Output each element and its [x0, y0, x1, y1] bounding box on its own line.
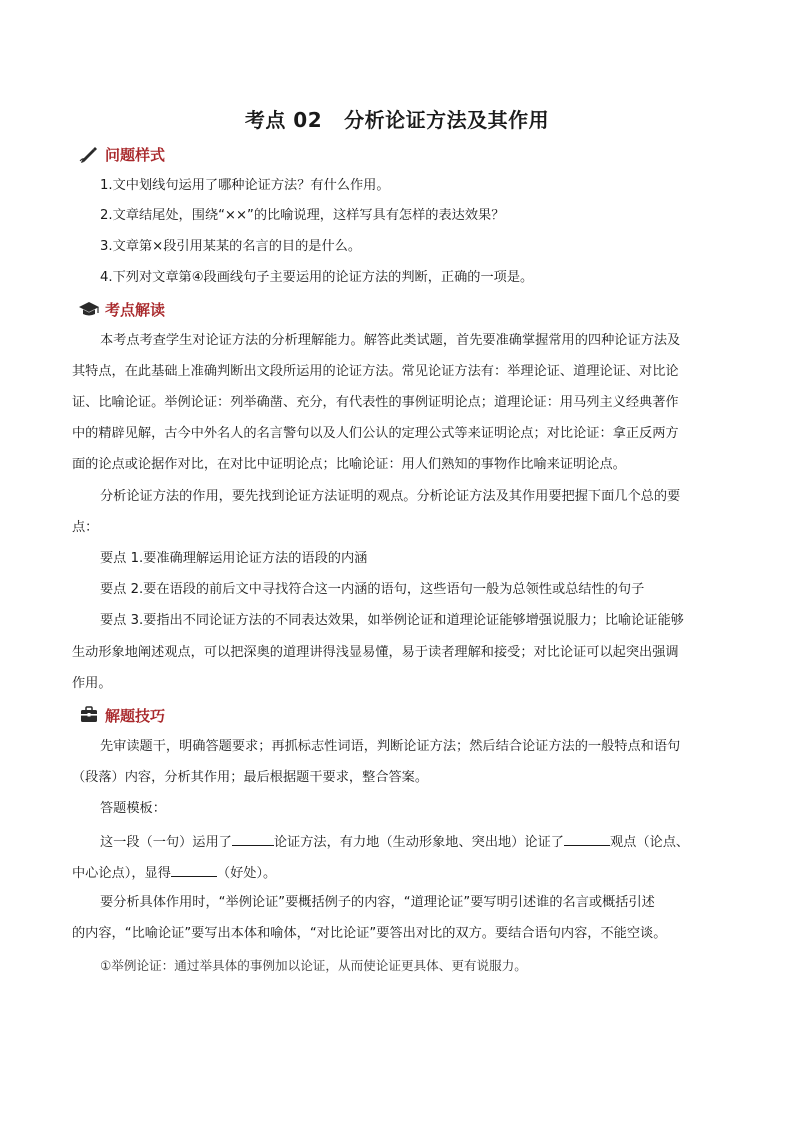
example-line: ①举例论证：通过举具体的事例加以论证，从而使论证更具体、更有说服力。	[100, 958, 527, 973]
template-text: 观点（论点、	[610, 835, 690, 850]
paragraph-line: 本考点考查学生对论证方法的分析理解能力。解答此类试题，首先要准确掌握常用的四种论证方法及	[100, 333, 681, 348]
template-text: （好处）。	[216, 866, 277, 881]
answer-template-line	[72, 864, 276, 882]
section-header-skills	[78, 704, 165, 726]
paragraph-line: 证、比喻论证。举例论证：列举确凿、充分，有代表性的事例证明论点；道理论证：用马列主义经典著作	[72, 395, 679, 410]
section-title: 解题技巧	[105, 706, 166, 725]
question-item: 4.下列对文章第④段画线句子主要运用的论证方法的判断，正确的一项是。	[100, 270, 534, 285]
paragraph-line: 作用。	[72, 676, 112, 691]
graduation-cap-icon	[78, 299, 100, 319]
section-title: 问题样式	[105, 145, 166, 164]
key-point: 要点 2.要在语段的前后文中寻找符合这一内涵的语句，这些语句一般为总领性或总结性的句子	[100, 582, 645, 597]
question-item: 3.文章第×段引用某某的名言的目的是什么。	[100, 239, 362, 254]
fill-blank	[564, 833, 610, 846]
paragraph-line: 先审读题干，明确答题要求；再抓标志性词语，判断论证方法；然后结合论证方法的一般特点和语句	[100, 739, 681, 754]
question-item: 1.文中划线句运用了哪种论证方法？有什么作用。	[100, 178, 390, 193]
template-text: 论证方法，有力地（生动形象地、突出地）论证了	[273, 835, 564, 850]
key-point: 要点 3.要指出不同论证方法的不同表达效果，如举例论证和道理论证能够增强说服力；比喻论证能够	[100, 613, 684, 628]
section-header-explain	[78, 298, 165, 320]
title-main: 分析论证方法及其作用	[344, 108, 550, 132]
toolbox-icon	[78, 705, 100, 725]
pen-icon	[78, 144, 100, 164]
title-prefix: 考点 02	[244, 108, 323, 132]
page-title	[0, 104, 794, 133]
key-point: 要点 1.要准确理解运用论证方法的语段的内涵	[100, 551, 368, 566]
paragraph-line: 面的论点或论据作对比，在对比中证明论点；比喻论证：用人们熟知的事物作比喻来证明论点。	[72, 457, 626, 472]
paragraph-line: 要分析具体作用时，“举例论证”要概括例子的内容，“道理论证”要写明引述谁的名言或概括引述	[100, 895, 655, 910]
paragraph-line: 的内容，“比喻论证”要写出本体和喻体，“对比论证”要答出对比的双方。要结合语句内容，不能空谈。	[72, 926, 667, 941]
section-header-questions	[78, 143, 165, 165]
template-text: 中心论点），显得	[72, 866, 171, 881]
answer-template-line	[100, 833, 689, 851]
paragraph-line: 分析论证方法的作用，要先找到论证方法证明的观点。分析论证方法及其作用要把握下面几个总的要	[100, 489, 681, 504]
fill-blank	[232, 833, 274, 846]
question-item: 2.文章结尾处，围绕“××”的比喻说理，这样写具有怎样的表达效果？	[100, 208, 505, 223]
template-text: 这一段（一句）运用了	[100, 835, 232, 850]
paragraph-line: 点：	[72, 520, 99, 535]
fill-blank	[171, 864, 217, 877]
paragraph-line: （段落）内容，分析其作用；最后根据题干要求，整合答案。	[72, 770, 429, 785]
section-title: 考点解读	[105, 300, 166, 319]
paragraph-line: 其特点，在此基础上准确判断出文段所运用的论证方法。常见论证方法有：举理论证、道理论证、对比论	[72, 364, 679, 379]
paragraph-line: 中的精辟见解，古今中外名人的名言警句以及人们公认的定理公式等来证明论点；对比论证：拿正反两方	[72, 426, 679, 441]
template-label: 答题模板：	[100, 801, 166, 816]
paragraph-line: 生动形象地阐述观点，可以把深奥的道理讲得浅显易懂，易于读者理解和接受；对比论证可以起突出强调	[72, 645, 679, 660]
